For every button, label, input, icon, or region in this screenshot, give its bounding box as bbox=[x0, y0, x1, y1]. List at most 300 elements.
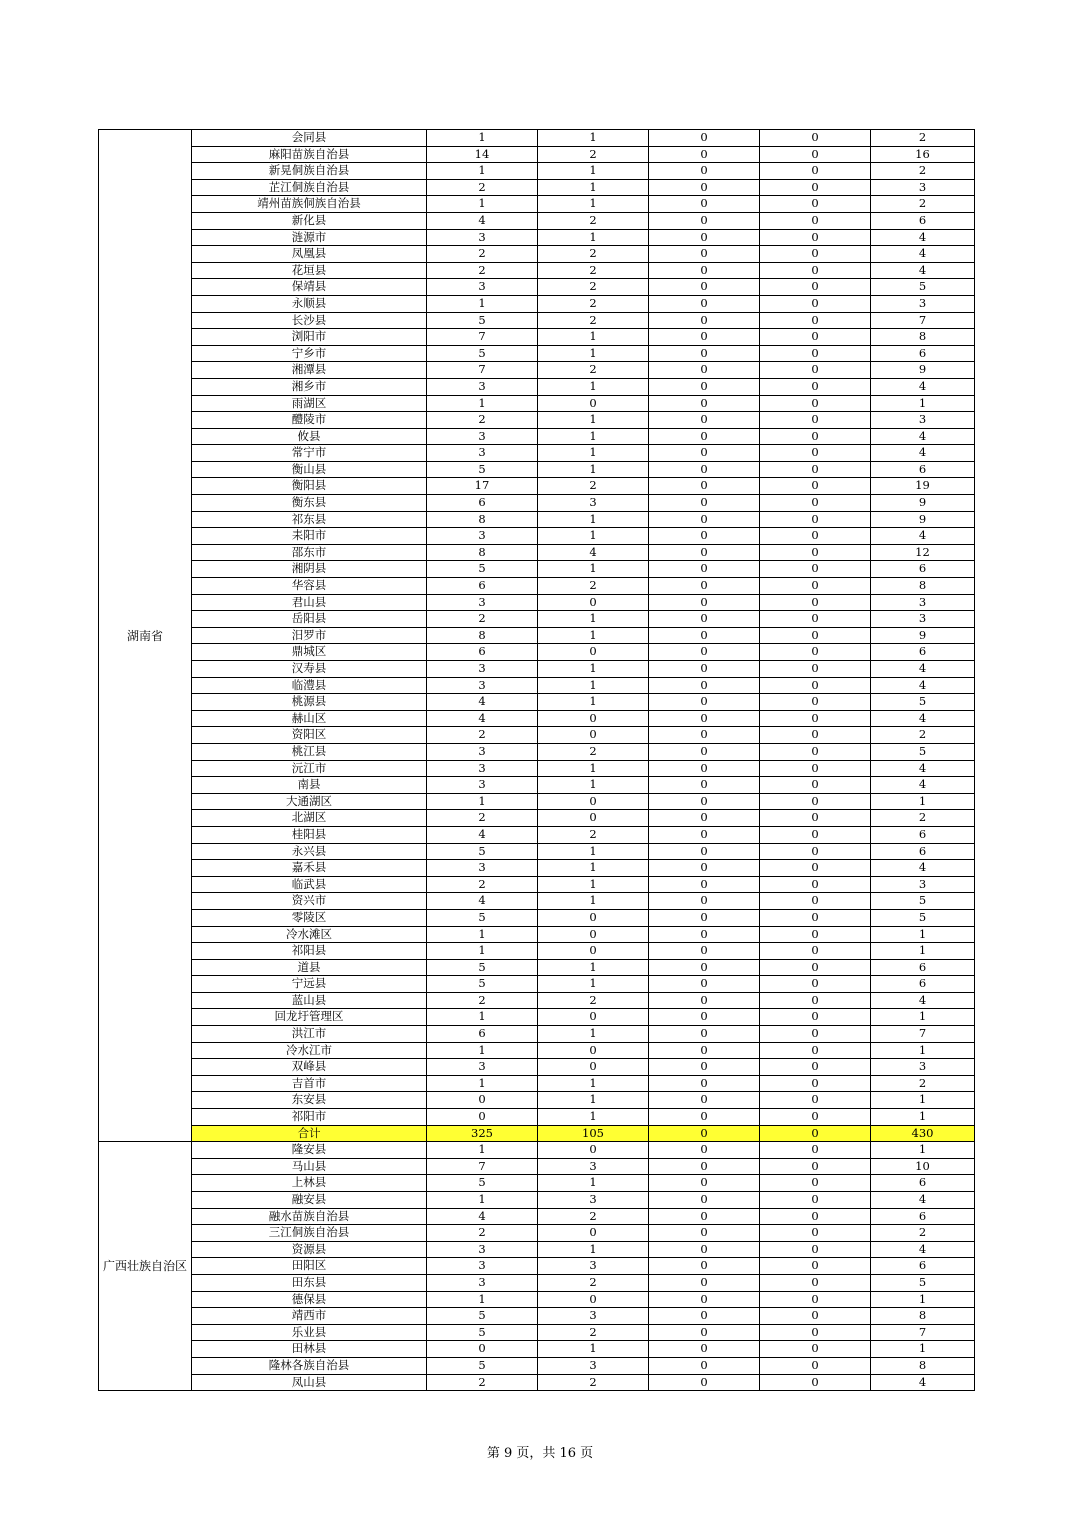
county-cell: 永顺县 bbox=[192, 295, 427, 312]
value-cell: 16 bbox=[871, 146, 975, 163]
value-cell: 6 bbox=[427, 495, 538, 512]
value-cell: 1 bbox=[538, 445, 649, 462]
value-cell: 0 bbox=[760, 246, 871, 263]
value-cell: 7 bbox=[427, 1158, 538, 1175]
total-label: 合计 bbox=[192, 1125, 427, 1142]
county-cell: 凤凰县 bbox=[192, 246, 427, 263]
value-cell: 2 bbox=[871, 1075, 975, 1092]
value-cell: 6 bbox=[871, 212, 975, 229]
value-cell: 2 bbox=[871, 196, 975, 213]
county-cell: 祁东县 bbox=[192, 511, 427, 528]
value-cell: 0 bbox=[760, 196, 871, 213]
county-cell: 祁阳县 bbox=[192, 943, 427, 960]
value-cell: 0 bbox=[760, 694, 871, 711]
value-cell: 0 bbox=[760, 943, 871, 960]
value-cell: 1 bbox=[871, 926, 975, 943]
table-row bbox=[99, 876, 975, 893]
value-cell: 4 bbox=[427, 710, 538, 727]
value-cell: 4 bbox=[871, 760, 975, 777]
value-cell: 0 bbox=[760, 1208, 871, 1225]
table-row bbox=[99, 943, 975, 960]
value-cell: 2 bbox=[427, 1374, 538, 1391]
value-cell: 3 bbox=[427, 445, 538, 462]
value-cell: 1 bbox=[538, 196, 649, 213]
value-cell: 0 bbox=[649, 743, 760, 760]
value-cell: 1 bbox=[538, 677, 649, 694]
county-cell: 凤山县 bbox=[192, 1374, 427, 1391]
value-cell: 6 bbox=[871, 826, 975, 843]
value-cell: 0 bbox=[649, 412, 760, 429]
value-cell: 0 bbox=[760, 262, 871, 279]
value-cell: 0 bbox=[760, 395, 871, 412]
county-cell: 东安县 bbox=[192, 1092, 427, 1109]
value-cell: 0 bbox=[649, 1258, 760, 1275]
value-cell: 2 bbox=[427, 262, 538, 279]
value-cell: 2 bbox=[538, 1324, 649, 1341]
county-cell: 融水苗族自治县 bbox=[192, 1208, 427, 1225]
value-cell: 1 bbox=[871, 793, 975, 810]
value-cell: 0 bbox=[649, 1208, 760, 1225]
value-cell: 0 bbox=[760, 743, 871, 760]
data-table bbox=[98, 129, 975, 1391]
value-cell: 2 bbox=[871, 130, 975, 147]
value-cell: 0 bbox=[649, 1241, 760, 1258]
table-body bbox=[99, 130, 975, 1391]
value-cell: 3 bbox=[427, 661, 538, 678]
value-cell: 3 bbox=[427, 279, 538, 296]
value-cell: 9 bbox=[871, 511, 975, 528]
value-cell: 0 bbox=[649, 246, 760, 263]
value-cell: 0 bbox=[760, 677, 871, 694]
value-cell: 0 bbox=[760, 1225, 871, 1242]
total-value: 0 bbox=[649, 1125, 760, 1142]
value-cell: 4 bbox=[871, 428, 975, 445]
value-cell: 5 bbox=[427, 843, 538, 860]
value-cell: 9 bbox=[871, 495, 975, 512]
table-row bbox=[99, 1274, 975, 1291]
value-cell: 0 bbox=[760, 909, 871, 926]
county-cell: 湘潭县 bbox=[192, 362, 427, 379]
value-cell: 2 bbox=[538, 362, 649, 379]
county-cell: 湘阴县 bbox=[192, 561, 427, 578]
value-cell: 0 bbox=[760, 461, 871, 478]
value-cell: 0 bbox=[760, 710, 871, 727]
table-row bbox=[99, 1026, 975, 1043]
value-cell: 1 bbox=[538, 461, 649, 478]
value-cell: 6 bbox=[871, 976, 975, 993]
total-row bbox=[99, 1125, 975, 1142]
table-row bbox=[99, 1341, 975, 1358]
value-cell: 2 bbox=[427, 246, 538, 263]
table-row bbox=[99, 1042, 975, 1059]
value-cell: 7 bbox=[871, 1026, 975, 1043]
value-cell: 4 bbox=[871, 528, 975, 545]
value-cell: 4 bbox=[427, 212, 538, 229]
value-cell: 0 bbox=[760, 644, 871, 661]
value-cell: 2 bbox=[538, 262, 649, 279]
county-cell: 大通湖区 bbox=[192, 793, 427, 810]
table-row bbox=[99, 594, 975, 611]
value-cell: 0 bbox=[649, 544, 760, 561]
county-cell: 衡阳县 bbox=[192, 478, 427, 495]
value-cell: 0 bbox=[649, 146, 760, 163]
value-cell: 0 bbox=[649, 1308, 760, 1325]
county-cell: 桃源县 bbox=[192, 694, 427, 711]
table-row bbox=[99, 1142, 975, 1159]
value-cell: 2 bbox=[427, 727, 538, 744]
county-cell: 桂阳县 bbox=[192, 826, 427, 843]
value-cell: 0 bbox=[760, 1026, 871, 1043]
value-cell: 0 bbox=[649, 495, 760, 512]
table-row bbox=[99, 495, 975, 512]
value-cell: 0 bbox=[760, 1274, 871, 1291]
value-cell: 2 bbox=[538, 1374, 649, 1391]
value-cell: 17 bbox=[427, 478, 538, 495]
value-cell: 1 bbox=[871, 1142, 975, 1159]
table-row bbox=[99, 212, 975, 229]
value-cell: 2 bbox=[538, 246, 649, 263]
value-cell: 0 bbox=[760, 1374, 871, 1391]
value-cell: 0 bbox=[649, 528, 760, 545]
value-cell: 0 bbox=[649, 860, 760, 877]
value-cell: 3 bbox=[538, 1308, 649, 1325]
value-cell: 5 bbox=[871, 1274, 975, 1291]
value-cell: 0 bbox=[760, 860, 871, 877]
value-cell: 0 bbox=[538, 1225, 649, 1242]
value-cell: 1 bbox=[871, 943, 975, 960]
county-cell: 祁阳市 bbox=[192, 1109, 427, 1126]
value-cell: 0 bbox=[760, 478, 871, 495]
value-cell: 0 bbox=[649, 694, 760, 711]
value-cell: 0 bbox=[760, 1009, 871, 1026]
table-row bbox=[99, 246, 975, 263]
value-cell: 0 bbox=[760, 826, 871, 843]
table-row bbox=[99, 926, 975, 943]
value-cell: 0 bbox=[760, 345, 871, 362]
value-cell: 9 bbox=[871, 627, 975, 644]
value-cell: 8 bbox=[871, 1357, 975, 1374]
county-cell: 桃江县 bbox=[192, 743, 427, 760]
value-cell: 1 bbox=[538, 163, 649, 180]
table-row bbox=[99, 694, 975, 711]
county-cell: 田东县 bbox=[192, 1274, 427, 1291]
value-cell: 5 bbox=[427, 1175, 538, 1192]
county-cell: 长沙县 bbox=[192, 312, 427, 329]
table-row bbox=[99, 1291, 975, 1308]
value-cell: 3 bbox=[427, 1241, 538, 1258]
value-cell: 1 bbox=[538, 661, 649, 678]
table-row bbox=[99, 627, 975, 644]
value-cell: 0 bbox=[760, 179, 871, 196]
value-cell: 3 bbox=[871, 1059, 975, 1076]
value-cell: 1 bbox=[427, 793, 538, 810]
value-cell: 0 bbox=[649, 843, 760, 860]
value-cell: 7 bbox=[427, 329, 538, 346]
value-cell: 1 bbox=[427, 130, 538, 147]
value-cell: 0 bbox=[538, 1009, 649, 1026]
value-cell: 1 bbox=[538, 1075, 649, 1092]
value-cell: 1 bbox=[538, 1092, 649, 1109]
value-cell: 1 bbox=[538, 694, 649, 711]
value-cell: 0 bbox=[760, 528, 871, 545]
value-cell: 1 bbox=[538, 528, 649, 545]
value-cell: 0 bbox=[538, 1042, 649, 1059]
value-cell: 0 bbox=[649, 428, 760, 445]
value-cell: 0 bbox=[760, 544, 871, 561]
county-cell: 宁乡市 bbox=[192, 345, 427, 362]
table-row bbox=[99, 1075, 975, 1092]
value-cell: 1 bbox=[871, 1092, 975, 1109]
county-cell: 新晃侗族自治县 bbox=[192, 163, 427, 180]
value-cell: 1 bbox=[538, 893, 649, 910]
value-cell: 0 bbox=[649, 1142, 760, 1159]
value-cell: 0 bbox=[649, 1109, 760, 1126]
value-cell: 1 bbox=[871, 1109, 975, 1126]
value-cell: 0 bbox=[649, 395, 760, 412]
county-cell: 嘉禾县 bbox=[192, 860, 427, 877]
value-cell: 2 bbox=[427, 611, 538, 628]
value-cell: 0 bbox=[649, 677, 760, 694]
table-row bbox=[99, 1225, 975, 1242]
value-cell: 1 bbox=[427, 943, 538, 960]
value-cell: 4 bbox=[427, 1208, 538, 1225]
value-cell: 0 bbox=[760, 279, 871, 296]
value-cell: 0 bbox=[649, 727, 760, 744]
value-cell: 1 bbox=[538, 561, 649, 578]
table-row bbox=[99, 1324, 975, 1341]
value-cell: 0 bbox=[760, 561, 871, 578]
value-cell: 3 bbox=[871, 594, 975, 611]
value-cell: 0 bbox=[760, 445, 871, 462]
value-cell: 0 bbox=[760, 627, 871, 644]
value-cell: 4 bbox=[871, 992, 975, 1009]
value-cell: 1 bbox=[538, 777, 649, 794]
value-cell: 6 bbox=[871, 345, 975, 362]
value-cell: 0 bbox=[649, 876, 760, 893]
value-cell: 8 bbox=[427, 544, 538, 561]
table-row bbox=[99, 1241, 975, 1258]
value-cell: 0 bbox=[649, 594, 760, 611]
value-cell: 0 bbox=[538, 727, 649, 744]
value-cell: 0 bbox=[538, 793, 649, 810]
value-cell: 2 bbox=[427, 876, 538, 893]
value-cell: 0 bbox=[649, 1009, 760, 1026]
county-cell: 衡东县 bbox=[192, 495, 427, 512]
county-cell: 衡山县 bbox=[192, 461, 427, 478]
value-cell: 0 bbox=[649, 1274, 760, 1291]
value-cell: 2 bbox=[538, 826, 649, 843]
value-cell: 0 bbox=[649, 760, 760, 777]
value-cell: 0 bbox=[760, 1059, 871, 1076]
value-cell: 0 bbox=[649, 329, 760, 346]
value-cell: 3 bbox=[427, 229, 538, 246]
county-cell: 融安县 bbox=[192, 1192, 427, 1209]
value-cell: 3 bbox=[427, 760, 538, 777]
page-footer: 第 9 页，共 16 页 bbox=[486, 1446, 594, 1461]
value-cell: 0 bbox=[649, 130, 760, 147]
value-cell: 0 bbox=[649, 1042, 760, 1059]
table-row bbox=[99, 163, 975, 180]
county-cell: 资阳区 bbox=[192, 727, 427, 744]
value-cell: 5 bbox=[427, 312, 538, 329]
value-cell: 0 bbox=[760, 793, 871, 810]
value-cell: 3 bbox=[427, 743, 538, 760]
value-cell: 1 bbox=[538, 627, 649, 644]
table-row bbox=[99, 528, 975, 545]
value-cell: 0 bbox=[649, 1192, 760, 1209]
total-value: 325 bbox=[427, 1125, 538, 1142]
value-cell: 8 bbox=[427, 627, 538, 644]
value-cell: 2 bbox=[538, 743, 649, 760]
county-cell: 浏阳市 bbox=[192, 329, 427, 346]
value-cell: 0 bbox=[649, 661, 760, 678]
value-cell: 1 bbox=[538, 1175, 649, 1192]
value-cell: 0 bbox=[649, 1075, 760, 1092]
table-row bbox=[99, 710, 975, 727]
county-cell: 洪江市 bbox=[192, 1026, 427, 1043]
table-row bbox=[99, 561, 975, 578]
value-cell: 6 bbox=[871, 959, 975, 976]
value-cell: 1 bbox=[427, 295, 538, 312]
table-row bbox=[99, 860, 975, 877]
value-cell: 1 bbox=[427, 1291, 538, 1308]
value-cell: 3 bbox=[427, 1059, 538, 1076]
value-cell: 0 bbox=[760, 146, 871, 163]
table-row bbox=[99, 727, 975, 744]
value-cell: 2 bbox=[538, 1274, 649, 1291]
table-row bbox=[99, 644, 975, 661]
value-cell: 0 bbox=[760, 661, 871, 678]
value-cell: 1 bbox=[427, 1192, 538, 1209]
table-row bbox=[99, 146, 975, 163]
province-cell: 湖南省 bbox=[99, 130, 192, 1142]
value-cell: 0 bbox=[649, 943, 760, 960]
value-cell: 3 bbox=[427, 677, 538, 694]
table-row bbox=[99, 378, 975, 395]
value-cell: 0 bbox=[649, 212, 760, 229]
county-cell: 华容县 bbox=[192, 578, 427, 595]
value-cell: 4 bbox=[871, 378, 975, 395]
value-cell: 0 bbox=[538, 1059, 649, 1076]
table-row bbox=[99, 1308, 975, 1325]
county-cell: 常宁市 bbox=[192, 445, 427, 462]
table-row bbox=[99, 262, 975, 279]
value-cell: 0 bbox=[649, 611, 760, 628]
table-row bbox=[99, 395, 975, 412]
value-cell: 0 bbox=[649, 1059, 760, 1076]
value-cell: 3 bbox=[427, 1258, 538, 1275]
value-cell: 0 bbox=[649, 1374, 760, 1391]
table-row bbox=[99, 130, 975, 147]
value-cell: 0 bbox=[760, 1324, 871, 1341]
value-cell: 0 bbox=[760, 1192, 871, 1209]
value-cell: 3 bbox=[538, 495, 649, 512]
county-cell: 靖州苗族侗族自治县 bbox=[192, 196, 427, 213]
table-row bbox=[99, 1109, 975, 1126]
value-cell: 0 bbox=[760, 163, 871, 180]
value-cell: 0 bbox=[427, 1109, 538, 1126]
value-cell: 0 bbox=[427, 1341, 538, 1358]
value-cell: 6 bbox=[871, 561, 975, 578]
value-cell: 0 bbox=[649, 478, 760, 495]
county-cell: 田林县 bbox=[192, 1341, 427, 1358]
value-cell: 0 bbox=[760, 1158, 871, 1175]
value-cell: 0 bbox=[649, 445, 760, 462]
value-cell: 0 bbox=[649, 362, 760, 379]
value-cell: 1 bbox=[538, 959, 649, 976]
table-row bbox=[99, 661, 975, 678]
value-cell: 0 bbox=[760, 329, 871, 346]
value-cell: 0 bbox=[760, 1308, 871, 1325]
value-cell: 3 bbox=[871, 179, 975, 196]
value-cell: 0 bbox=[649, 893, 760, 910]
value-cell: 4 bbox=[871, 1241, 975, 1258]
value-cell: 0 bbox=[760, 378, 871, 395]
value-cell: 1 bbox=[427, 196, 538, 213]
value-cell: 5 bbox=[427, 959, 538, 976]
county-cell: 邵东市 bbox=[192, 544, 427, 561]
county-cell: 涟源市 bbox=[192, 229, 427, 246]
table-row bbox=[99, 810, 975, 827]
value-cell: 1 bbox=[538, 378, 649, 395]
value-cell: 1 bbox=[427, 1042, 538, 1059]
table-row bbox=[99, 478, 975, 495]
county-cell: 雨湖区 bbox=[192, 395, 427, 412]
value-cell: 0 bbox=[760, 1075, 871, 1092]
value-cell: 1 bbox=[538, 179, 649, 196]
county-cell: 湘乡市 bbox=[192, 378, 427, 395]
value-cell: 0 bbox=[760, 992, 871, 1009]
value-cell: 0 bbox=[760, 926, 871, 943]
value-cell: 3 bbox=[538, 1192, 649, 1209]
value-cell: 3 bbox=[427, 860, 538, 877]
value-cell: 0 bbox=[649, 1357, 760, 1374]
county-cell: 零陵区 bbox=[192, 909, 427, 926]
value-cell: 0 bbox=[649, 1175, 760, 1192]
total-value: 0 bbox=[760, 1125, 871, 1142]
table-row bbox=[99, 793, 975, 810]
value-cell: 6 bbox=[427, 644, 538, 661]
value-cell: 0 bbox=[649, 578, 760, 595]
value-cell: 6 bbox=[871, 1208, 975, 1225]
value-cell: 0 bbox=[649, 1158, 760, 1175]
value-cell: 3 bbox=[538, 1357, 649, 1374]
county-cell: 芷江侗族自治县 bbox=[192, 179, 427, 196]
total-value: 430 bbox=[871, 1125, 975, 1142]
value-cell: 1 bbox=[538, 760, 649, 777]
table-row bbox=[99, 1192, 975, 1209]
value-cell: 0 bbox=[649, 229, 760, 246]
value-cell: 0 bbox=[760, 1142, 871, 1159]
value-cell: 5 bbox=[427, 1308, 538, 1325]
value-cell: 1 bbox=[538, 611, 649, 628]
table-row bbox=[99, 893, 975, 910]
value-cell: 0 bbox=[760, 428, 871, 445]
value-cell: 1 bbox=[538, 130, 649, 147]
county-cell: 德保县 bbox=[192, 1291, 427, 1308]
county-cell: 花垣县 bbox=[192, 262, 427, 279]
county-cell: 汨罗市 bbox=[192, 627, 427, 644]
county-cell: 冷水江市 bbox=[192, 1042, 427, 1059]
value-cell: 0 bbox=[760, 1042, 871, 1059]
table-row bbox=[99, 578, 975, 595]
value-cell: 1 bbox=[538, 511, 649, 528]
table-row bbox=[99, 777, 975, 794]
value-cell: 1 bbox=[538, 1341, 649, 1358]
value-cell: 6 bbox=[871, 461, 975, 478]
table-row bbox=[99, 826, 975, 843]
value-cell: 1 bbox=[538, 976, 649, 993]
